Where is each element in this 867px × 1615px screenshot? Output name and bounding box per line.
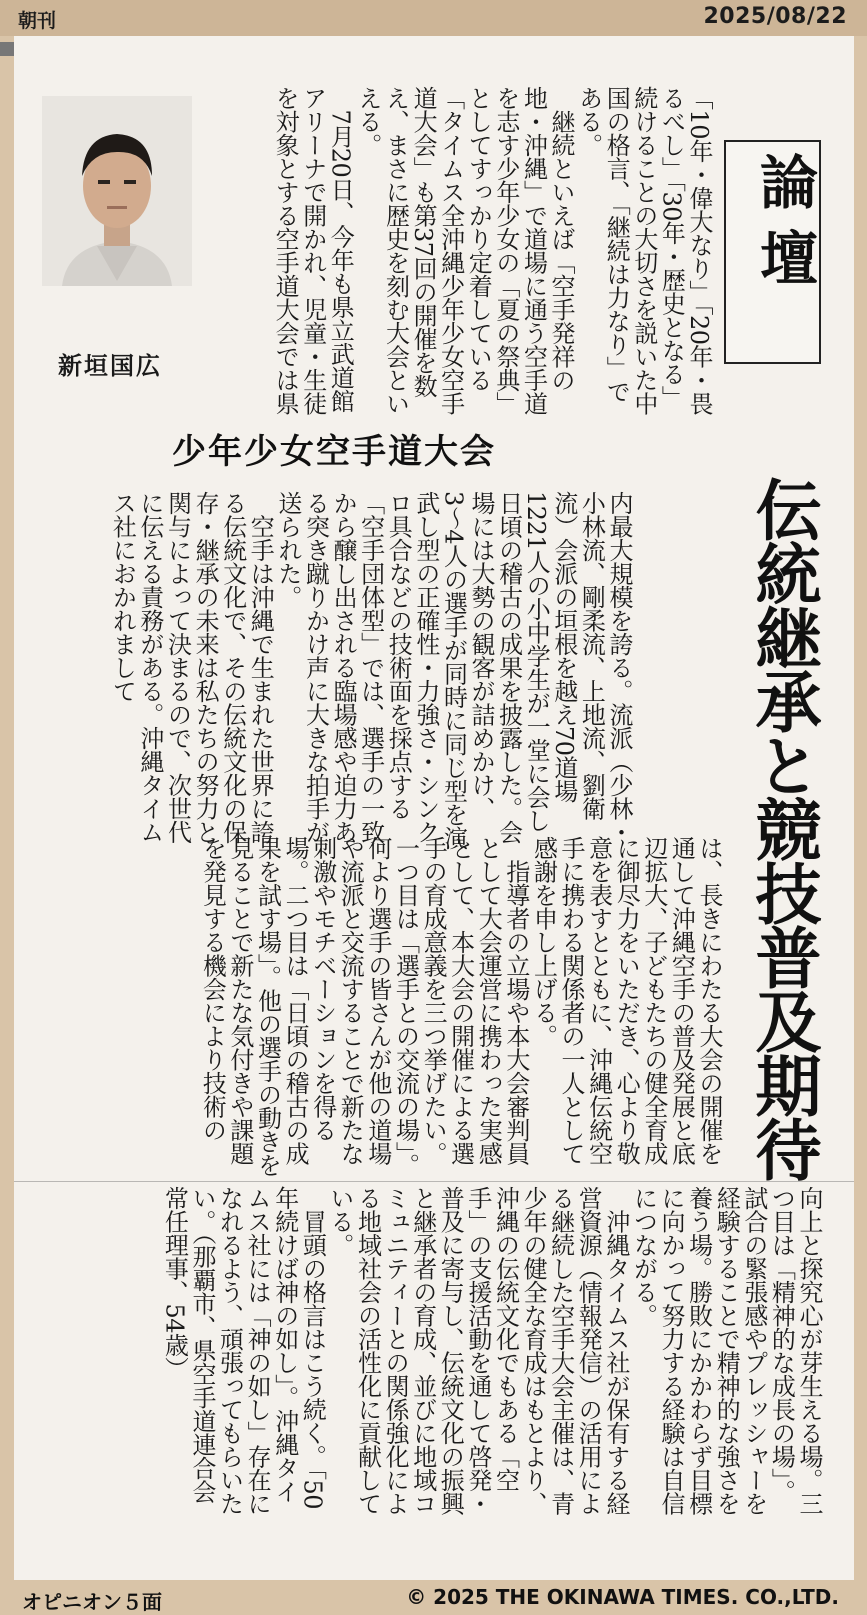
- article-column-2: 内最大規模を誇る。流派（少林・小林流、剛柔流、上地流、劉衛流）会派の垣根を越え70道場1221人の小中学生が一堂に会し日頃の稽古の成果を披露した。会場には大勢の観客が詰めかけ、3〜4人の選手が同時に同じ型を演武し型の正確性・力強さ・シンクロ具合などの技術面を採点する「空手団体型」では、選手の一致から醸し出される臨場感や迫力ある突き蹴りかけ声に大きな拍手が送られた。 空手は沖縄で生まれた世界に誇る伝統文化で、その伝統文化の保存・継承の未来は私たちの努力と関与によって決まるので、次世代に伝える責務がある。沖縄タイムス社におかれまして: [108, 491, 633, 850]
- footer-bar: [0, 1580, 867, 1614]
- article-column-5: 向上と探究心が芽生える場。三つ目は「精神的な成長の場」。試合の緊張感やプレッシャーを経験することで精神的な強さを養う場。勝敗にかかわらず目標に向かって努力する経験は自信につながる。 沖縄タイムス社が保有する経営資源（情報発信）の活用による継続した空手大会主催は、青少年の健全な育成はもとより、沖縄の伝統文化でもある「空手」の支援活動を通して啓発・普及に寄与し、伝統文化の振興と継承者の育成、並びに地域コミュニティーとの関係強化による地域社会の活性化に貢献している。 冒頭の格言はこう続く。「50年続けば神の如し」。沖縄タイムス社には「神の如し」存在になれるよう、頑張ってもらいたい。（那覇市、県空手道連合会常任理事、54歳）: [160, 1186, 823, 1515]
- article-headline: 伝統継承と競技普及期待: [744, 476, 822, 1180]
- article-column-1: 「10年・偉大なり」「20年・畏るべし」「30年・歴史となる」続けることの大切さを説いた中国の格言、「継続は力なり」である。 継続といえば「空手発祥の地・沖縄」で道場に通う空手道を志す少年少女の「夏の祭典」としてすっかり定着している「タイムス全沖縄少年少女空手道大会」も第37回の開催を数え、まさに歴史を刻む大会といえる。 7月20日、今年も県立武道館アリーナで開かれ、児童・生徒を対象とする空手道大会では県: [271, 86, 713, 416]
- column-title-box: [724, 140, 821, 364]
- top-bar: [0, 0, 867, 36]
- author-portrait: [42, 96, 192, 286]
- column-title: 論壇: [750, 152, 818, 304]
- date-label: 2025/08/22: [703, 4, 847, 29]
- page-edge-marker: [0, 42, 14, 56]
- copyright-notice: © 2025 THE OKINAWA TIMES. CO.,LTD.: [406, 1585, 839, 1609]
- author-name: 新垣国広: [58, 351, 162, 380]
- page-label: オピニオン５面: [22, 1590, 162, 1614]
- newspaper-clipping: [14, 36, 854, 1580]
- edition-label: 朝刊: [18, 10, 57, 32]
- article-column-4: は、長きにわたる大会の開催を通して沖縄空手の普及発展と底辺拡大、子どもたちの健全育成に御尽力をいただき、心より敬意を表すとともに、沖縄伝統空手に携わる関係者の一人として感謝を申し上げる。 指導者の立場や本大会審判員として大会運営に携わった実感として、本大会の開催による選手の育成意義を三つ挙げたい。一つ目は「選手との交流の場」。何より選手の皆さんが他の道場や流派と交流することで新たな刺激やモチベーションを得る場。二つ目は「日頃の稽古の成果を試す場」。他の選手の動きを見ることで新たな気付きや課題を発見する機会により技術の: [198, 836, 723, 1177]
- column-divider-top: [14, 1181, 854, 1182]
- author-photo: [42, 96, 192, 286]
- article-subheadline: 少年少女空手道大会: [172, 432, 496, 472]
